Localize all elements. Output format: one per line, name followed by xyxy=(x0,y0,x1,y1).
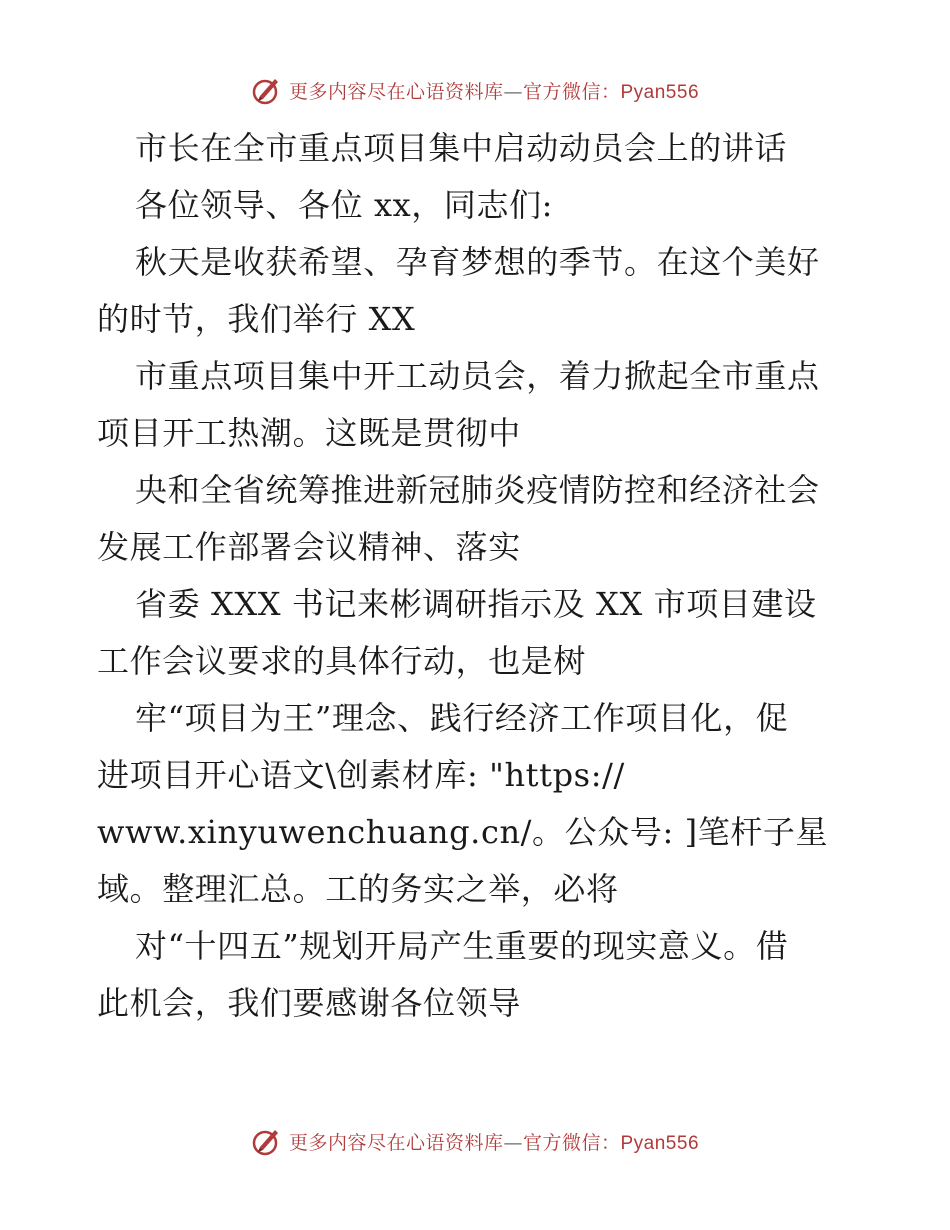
watermark-text: 更多内容尽在心语资料库—官方微信：Pyan556 xyxy=(288,80,700,103)
paragraph-line: 发展工作部署会议精神、落实 xyxy=(97,528,521,566)
paragraph-line: 央和全省统筹推进新冠肺炎疫情防控和经济社会 xyxy=(135,471,820,509)
paragraph-line: 秋天是收获希望、孕育梦想的季节。在这个美好 xyxy=(135,243,820,281)
header-watermark xyxy=(0,72,950,108)
paragraph-line: www.xinyuwenchuang.cn/。公众号: ]笔杆子星 xyxy=(97,813,829,851)
footer-watermark xyxy=(0,1123,950,1159)
paragraph-line: 此机会，我们要感谢各位领导 xyxy=(97,984,521,1022)
quill-logo-icon xyxy=(251,1125,283,1157)
document-title: 市长在全市重点项目集中启动动员会上的讲话 xyxy=(135,129,788,167)
paragraph-line: 的时节，我们举行 XX xyxy=(97,300,416,338)
paragraph-line: 项目开工热潮。这既是贯彻中 xyxy=(97,414,521,452)
watermark-text: 更多内容尽在心语资料库—官方微信：Pyan556 xyxy=(288,1131,700,1154)
paragraph-line: 牢“项目为王”理念、践行经济工作项目化，促 xyxy=(135,699,789,737)
paragraph-line: 工作会议要求的具体行动，也是树 xyxy=(97,642,587,680)
paragraph-line: 省委 XXX 书记来彬调研指示及 XX 市项目建设 xyxy=(135,585,817,623)
paragraph-line: 对“十四五”规划开局产生重要的现实意义。借 xyxy=(135,927,789,965)
paragraph-line: 域。整理汇总。工的务实之举，必将 xyxy=(97,870,619,908)
paragraph-line: 各位领导、各位 xx，同志们: xyxy=(135,186,554,224)
document-body xyxy=(97,120,857,1032)
quill-logo-icon xyxy=(251,74,283,106)
paragraph-line: 进项目开心语文\创素材库: "https:// xyxy=(97,756,625,794)
paragraph-line: 市重点项目集中开工动员会，着力掀起全市重点 xyxy=(135,357,820,395)
